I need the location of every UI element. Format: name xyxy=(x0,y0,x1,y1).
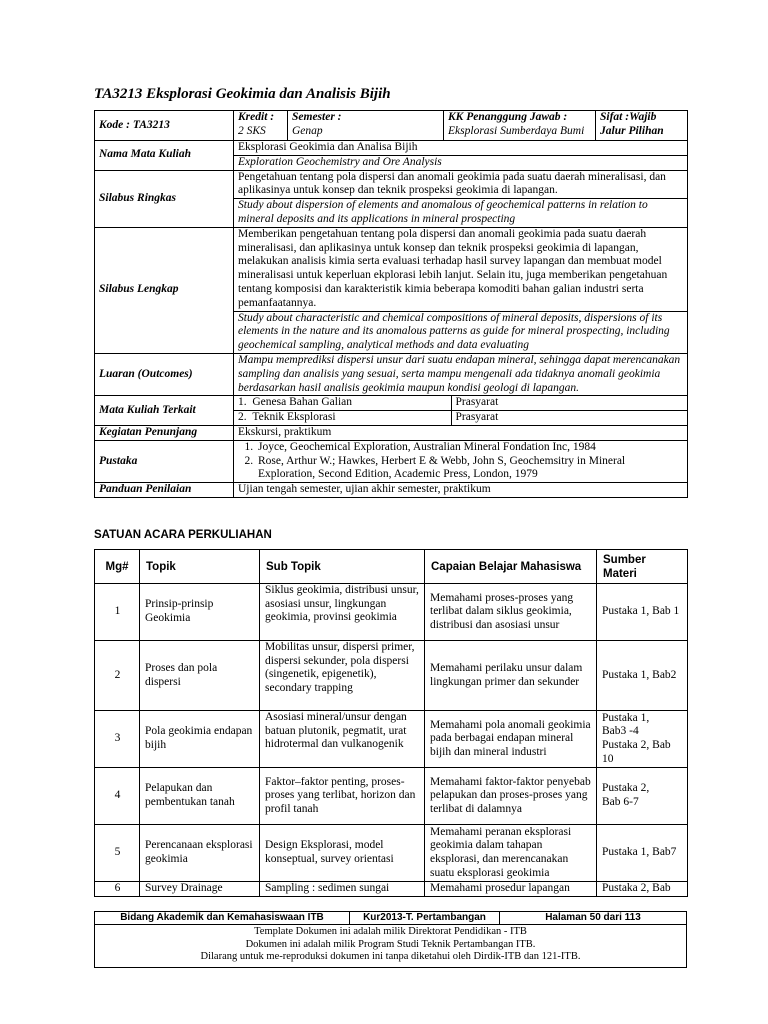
table-row: 2 Proses dan pola dispersi Mobilitas unsur, dispersi primer, dispersi sekunder, pola dispersi (singenetik, epigenetik), secondary trapping Memahami perilaku unsur dalam lingkungan primer dan sekunder Pustaka 1, Bab2 xyxy=(95,641,688,711)
footer-page-number: Halaman 50 dari 113 xyxy=(500,912,687,925)
pustaka-list-cell xyxy=(234,440,688,482)
page-footer xyxy=(94,911,687,968)
nama-id: Eksplorasi Geokimia dan Analisa Bijih xyxy=(234,141,687,155)
pustaka-label: Pustaka xyxy=(95,440,234,482)
terkait-label: Mata Kuliah Terkait xyxy=(95,396,234,426)
course-info-table xyxy=(94,110,688,498)
section-heading: SATUAN ACARA PERKULIAHAN xyxy=(94,529,272,541)
panduan-value: Ujian tengah semester, ujian akhir semester, praktikum xyxy=(234,483,688,498)
page-title: TA3213 Eksplorasi Geokimia dan Analisis Bijih xyxy=(94,86,391,102)
pustaka-item: 2. Rose, Arthur W.; Hawkes, Herbert E & Webb, John S, Geochemsitry in Mineral Exploration, Second Edition, Academic Press, London, 1979 xyxy=(256,455,683,483)
pustaka-list xyxy=(238,441,683,482)
lengkap-id: Memberikan pengetahuan tentang pola dispersi dan anomali geokimia pada suatu daerah mineralisasi, dan aplikasinya untuk konsep dan teknik prospeksi geokimia di lapangan, melakukan analisis kimia serta evaluasi terhadap hasil survey lapangan dan membuat model mineralisasi untuk keperluan ekplorasi lebih lanjut. Selain itu, juga memberikan pengetahuan tentang komposisi dan karakteristik kimia beberapa komoditi bahan galian industri serta pemanfaatannya. xyxy=(234,228,687,311)
kode-label: Kode : TA3213 xyxy=(95,111,234,141)
pustaka-item: 1. Joyce, Geochemical Exploration, Australian Mineral Fondation Inc, 1984 xyxy=(256,441,683,455)
footer-line: Dilarang untuk me-reproduksi dokumen ini tanpa diketahui oleh Dirdik-ITB dan 121-ITB. xyxy=(200,951,581,962)
kk-label: KK Penanggung Jawab : xyxy=(448,111,568,123)
nama-en: Exploration Geochemistry and Ore Analysis xyxy=(238,155,442,168)
terkait-item: 1. Genesa Bahan Galian xyxy=(234,396,451,410)
schedule-table xyxy=(94,549,688,897)
col-header-topik: Topik xyxy=(140,550,260,584)
ringkas-label: Silabus Ringkas xyxy=(95,170,234,227)
col-header-sumber: Sumber Materi xyxy=(597,550,688,584)
kk-value: Eksplorasi Sumberdaya Bumi xyxy=(448,124,585,137)
kredit-cell xyxy=(234,111,288,141)
terkait-type: Prasyarat xyxy=(451,396,687,410)
kk-cell xyxy=(444,111,596,141)
col-header-sub: Sub Topik xyxy=(260,550,425,584)
kredit-label: Kredit : xyxy=(238,111,275,123)
table-row: 3 Pola geokimia endapan bijih Asosiasi mineral/unsur dengan batuan plutonik, pegmatit, urat hidrotermal dan vulkanogenik Memahami pola anomali geokimia pada berbagai endapan mineral bijih dan mineral industri Pustaka 1, Bab3 -4 Pustaka 2, Bab 10 xyxy=(95,711,688,768)
footer-mid: Kur2013-T. Pertambangan xyxy=(350,912,500,925)
footer-line: Template Dokumen ini adalah milik Direktorat Pendidikan - ITB xyxy=(254,926,527,937)
sifat-cell xyxy=(596,111,688,141)
terkait-item: 2. Teknik Eksplorasi xyxy=(234,411,451,425)
col-header-mg: Mg# xyxy=(95,550,140,584)
table-row: 5 Perencanaan eksplorasi geokimia Design Eksplorasi, model konseptual, survey orientasi Memahami peranan eksplorasi geokimia dalam tahapan eksplorasi, dan merencanakan suatu eksplorasi geokimia Pustaka 1, Bab7 xyxy=(95,825,688,882)
semester-value: Genap xyxy=(292,124,323,137)
table-row: 4 Pelapukan dan pembentukan tanah Faktor–faktor penting, proses-proses yang terlibat, horizon dan profil tanah Memahami faktor-faktor penyebab pelapukan dan proses-proses yang terlibat di dalamnya Pustaka 2, Bab 6-7 xyxy=(95,768,688,825)
footer-left: Bidang Akademik dan Kemahasiswaan ITB xyxy=(95,912,350,925)
semester-cell xyxy=(288,111,444,141)
ringkas-id: Pengetahuan tentang pola dispersi dan anomali geokimia pada suatu daerah mineralisasi, dan aplikasinya untuk konsep dan teknik prospeksi geokimia di lapangan. xyxy=(234,171,687,199)
lengkap-label: Silabus Lengkap xyxy=(95,227,234,353)
semester-label: Semester : xyxy=(292,111,342,123)
footer-line: Dokumen ini adalah milik Program Studi Teknik Pertambangan ITB. xyxy=(245,938,536,950)
table-row: 1 Prinsip-prinsip Geokimia Siklus geokimia, distribusi unsur, asosiasi unsur, lingkungan geokimia, provinsi geokimia Memahami proses-proses yang terlibat dalam siklus geokimia, distribusi dan asosiasi unsur Pustaka 1, Bab 1 xyxy=(95,584,688,641)
terkait-type: Prasyarat xyxy=(455,411,499,424)
panduan-label: Panduan Penilaian xyxy=(95,483,234,498)
sifat-label: Sifat :Wajib xyxy=(600,111,657,123)
kredit-value: 2 SKS xyxy=(238,124,266,137)
luaran-value: Mampu memprediksi dispersi unsur dari suatu endapan mineral, sehingga dapat merencanakan sampling dan analisis yang sesuai, serta mampu mengenali ada tidaknya anomali geokimia berdasarkan hasil analisis geokimia maupun kondisi geologi di lapangan. xyxy=(234,353,688,395)
ringkas-en: Study about dispersion of elements and anomalous of geochemical patterns in relation to mineral deposits and its applications in mineral prospecting xyxy=(238,199,648,225)
penunjang-value: Ekskursi, praktikum xyxy=(234,425,688,440)
nama-label: Nama Mata Kuliah xyxy=(95,141,234,171)
sifat-value: Jalur Pilihan xyxy=(600,124,664,137)
lengkap-en: Study about characteristic and chemical compositions of mineral deposits, dispersions of its elements in the nature and its anomalous patterns as guide for mineral prospecting, including geochemical sampling, analytical methods and data evaluating xyxy=(238,311,670,352)
table-row: 6 Survey Drainage Sampling : sedimen sungai Memahami prosedur lapangan Pustaka 2, Bab xyxy=(95,882,688,897)
footer-notes xyxy=(95,925,687,968)
col-header-capaian: Capaian Belajar Mahasiswa xyxy=(425,550,597,584)
luaran-label: Luaran (Outcomes) xyxy=(95,353,234,395)
penunjang-label: Kegiatan Penunjang xyxy=(95,425,234,440)
